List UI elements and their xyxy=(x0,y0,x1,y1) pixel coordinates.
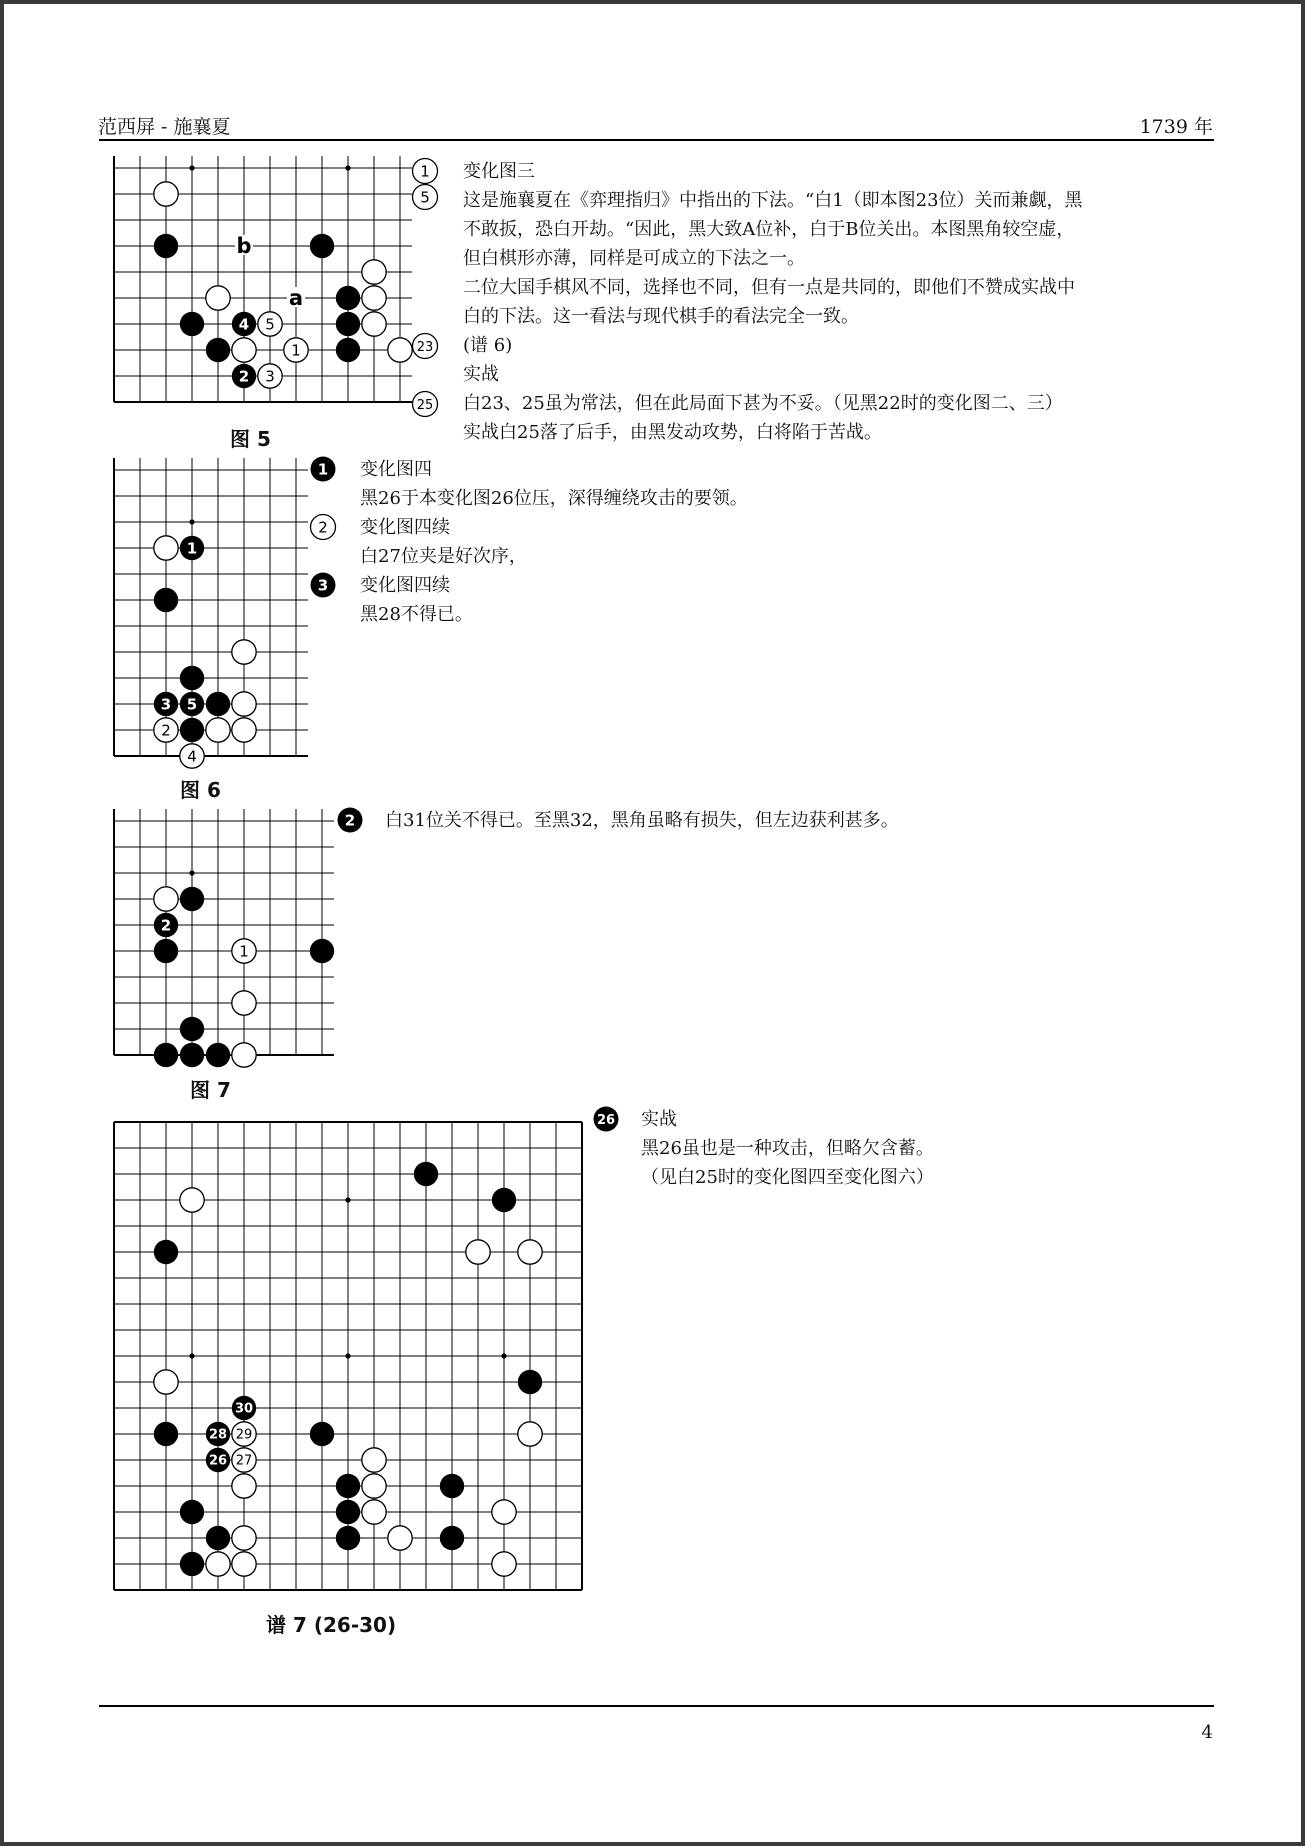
marker-black-1 xyxy=(308,454,338,484)
white-stone xyxy=(206,286,230,310)
marker-black-26 xyxy=(591,1104,621,1134)
star-point xyxy=(189,519,194,524)
star-point xyxy=(189,165,194,170)
svg-text:2: 2 xyxy=(318,518,328,537)
figure-6-board xyxy=(110,454,310,766)
black-stone xyxy=(154,1240,178,1264)
black-stone xyxy=(180,718,204,742)
figure-5-board xyxy=(110,152,400,406)
move-number: 2 xyxy=(160,916,172,935)
header-year: 1739 年 xyxy=(1139,116,1213,138)
footer-rule xyxy=(99,1705,1214,1707)
white-stone xyxy=(154,536,178,560)
svg-text:3: 3 xyxy=(317,576,329,595)
black-stone xyxy=(154,939,178,963)
move-number: 3 xyxy=(265,367,275,386)
white-stone xyxy=(518,1422,542,1446)
black-stone xyxy=(336,338,360,362)
fig6-line: 白27位夹是好次序， xyxy=(360,546,527,567)
move-number: 26 xyxy=(208,1453,228,1469)
move-number: 30 xyxy=(234,1401,254,1417)
move-number: 5 xyxy=(186,695,198,714)
figure-5-text xyxy=(463,157,1083,447)
figure-5-caption: 图 5 xyxy=(230,427,271,451)
black-stone xyxy=(336,286,360,310)
move-number: 1 xyxy=(186,539,198,558)
white-stone xyxy=(232,1552,256,1576)
grid xyxy=(114,809,334,1055)
pu-7-caption: 谱 7 (26-30) xyxy=(266,1613,397,1637)
black-stone xyxy=(206,692,230,716)
move-number: 4 xyxy=(238,315,250,334)
black-stone xyxy=(492,1188,516,1212)
black-stone xyxy=(440,1526,464,1550)
black-stone xyxy=(206,1043,230,1067)
white-stone xyxy=(466,1240,490,1264)
fig5-line: 不敢扳，恐白开劫。“因此，黑大致A位补，白于B位关出。本图黑角较空虚， xyxy=(463,219,1075,240)
white-stone xyxy=(154,182,178,206)
svg-text:2: 2 xyxy=(344,811,356,830)
black-stone xyxy=(154,234,178,258)
marker-black-3 xyxy=(308,570,338,600)
header-title: 范西屏 - 施襄夏 xyxy=(98,116,231,138)
fig5-line: 变化图三 xyxy=(463,161,535,182)
move-number: 3 xyxy=(160,695,172,714)
board-letter: b xyxy=(236,234,252,258)
move-number: 4 xyxy=(187,747,197,766)
page-number: 4 xyxy=(1201,1722,1213,1743)
star-point xyxy=(189,870,194,875)
white-stone xyxy=(206,718,230,742)
page xyxy=(4,4,1301,1842)
black-stone xyxy=(518,1370,542,1394)
svg-text:26: 26 xyxy=(596,1113,616,1128)
white-stone xyxy=(232,692,256,716)
white-stone xyxy=(232,1526,256,1550)
fig5-line: 但白棋形亦薄，同样是可成立的下法之一。 xyxy=(463,248,805,269)
white-stone xyxy=(232,991,256,1015)
figure-7-board xyxy=(110,805,340,1065)
fig5-line: (谱 6) xyxy=(463,335,513,356)
black-stone xyxy=(180,666,204,690)
marker-white-23 xyxy=(410,331,440,361)
black-stone xyxy=(336,1500,360,1524)
white-stone xyxy=(154,1370,178,1394)
star-point xyxy=(345,1197,350,1202)
pu7-line: 实战 xyxy=(641,1109,677,1130)
pu7-line: （见白25时的变化图四至变化图六） xyxy=(641,1167,934,1188)
black-stone xyxy=(180,1552,204,1576)
fig5-line: 这是施襄夏在《弈理指归》中指出的下法。“白1（即本图23位）关而兼觑，黑 xyxy=(463,190,1083,211)
black-stone xyxy=(154,1422,178,1446)
move-number: 1 xyxy=(239,942,249,961)
white-stone xyxy=(232,640,256,664)
pu-7-text xyxy=(641,1105,934,1192)
black-stone xyxy=(180,1043,204,1067)
black-stone xyxy=(206,1526,230,1550)
fig5-line: 白23、25虽为常法，但在此局面下甚为不妥。（见黑22时的变化图二、三） xyxy=(463,393,1063,414)
star-point xyxy=(189,1353,194,1358)
fig6-line: 变化图四 xyxy=(360,459,432,480)
svg-text:23: 23 xyxy=(416,340,434,355)
fig5-line: 实战 xyxy=(463,364,499,385)
move-number: 28 xyxy=(208,1427,228,1443)
figure-7-text xyxy=(385,806,899,835)
marker-white-5 xyxy=(410,182,440,212)
white-stone xyxy=(232,1043,256,1067)
white-stone xyxy=(388,338,412,362)
figure-6-text xyxy=(360,455,748,629)
fig6-line: 变化图四续 xyxy=(360,517,450,538)
black-stone xyxy=(310,939,334,963)
move-number: 1 xyxy=(291,341,301,360)
svg-text:1: 1 xyxy=(317,460,329,479)
white-stone xyxy=(362,286,386,310)
white-stone xyxy=(232,1474,256,1498)
board-letter: a xyxy=(288,286,304,310)
white-stone xyxy=(388,1526,412,1550)
star-point xyxy=(345,165,350,170)
fig5-line: 二位大国手棋风不同，选择也不同，但有一点是共同的，即他们不赞成实战中 xyxy=(463,277,1075,298)
white-stone xyxy=(362,1474,386,1498)
black-stone xyxy=(180,1500,204,1524)
move-number: 29 xyxy=(235,1427,253,1443)
figure-6-caption: 图 6 xyxy=(180,778,221,802)
header-rule xyxy=(99,139,1214,141)
white-stone xyxy=(492,1552,516,1576)
black-stone xyxy=(154,1043,178,1067)
fig6-line: 黑28不得已。 xyxy=(360,604,473,625)
figure-7-caption: 图 7 xyxy=(190,1078,231,1102)
black-stone xyxy=(206,338,230,362)
white-stone xyxy=(180,1188,204,1212)
white-stone xyxy=(232,338,256,362)
white-stone xyxy=(362,1500,386,1524)
move-number: 2 xyxy=(161,721,171,740)
black-stone xyxy=(180,1017,204,1041)
black-stone xyxy=(336,1474,360,1498)
white-stone xyxy=(232,718,256,742)
svg-text:5: 5 xyxy=(420,188,430,207)
fig6-line: 变化图四续 xyxy=(360,575,450,596)
star-point xyxy=(345,1353,350,1358)
white-stone xyxy=(518,1240,542,1264)
black-stone xyxy=(154,588,178,612)
black-stone xyxy=(180,887,204,911)
move-number: 27 xyxy=(235,1453,253,1469)
white-stone xyxy=(362,312,386,336)
white-stone xyxy=(206,1552,230,1576)
star-point xyxy=(501,1353,506,1358)
marker-white-25 xyxy=(410,389,440,419)
move-number: 2 xyxy=(238,367,250,386)
marker-black-2 xyxy=(335,805,365,835)
marker-white-2 xyxy=(308,512,338,542)
fig5-line: 实战白25落了后手，由黑发动攻势，白将陷于苦战。 xyxy=(463,422,882,443)
fig5-line: 白的下法。这一看法与现代棋手的看法完全一致。 xyxy=(463,306,859,327)
black-stone xyxy=(414,1162,438,1186)
fig6-line: 黑26于本变化图26位压，深得缠绕攻击的要领。 xyxy=(360,488,748,509)
black-stone xyxy=(440,1474,464,1498)
white-stone xyxy=(492,1500,516,1524)
black-stone xyxy=(310,234,334,258)
black-stone xyxy=(336,312,360,336)
white-stone xyxy=(154,887,178,911)
pu-7-board xyxy=(110,1116,588,1594)
black-stone xyxy=(180,312,204,336)
black-stone xyxy=(336,1526,360,1550)
black-stone xyxy=(310,1422,334,1446)
svg-text:1: 1 xyxy=(420,162,430,181)
pu7-line: 黑26虽也是一种攻击，但略欠含蓄。 xyxy=(641,1138,934,1159)
white-stone xyxy=(362,1448,386,1472)
fig7-line: 白31位关不得已。至黑32，黑角虽略有损失，但左边获利甚多。 xyxy=(385,810,899,831)
move-number: 5 xyxy=(265,315,275,334)
svg-text:25: 25 xyxy=(416,398,434,413)
white-stone xyxy=(362,260,386,284)
